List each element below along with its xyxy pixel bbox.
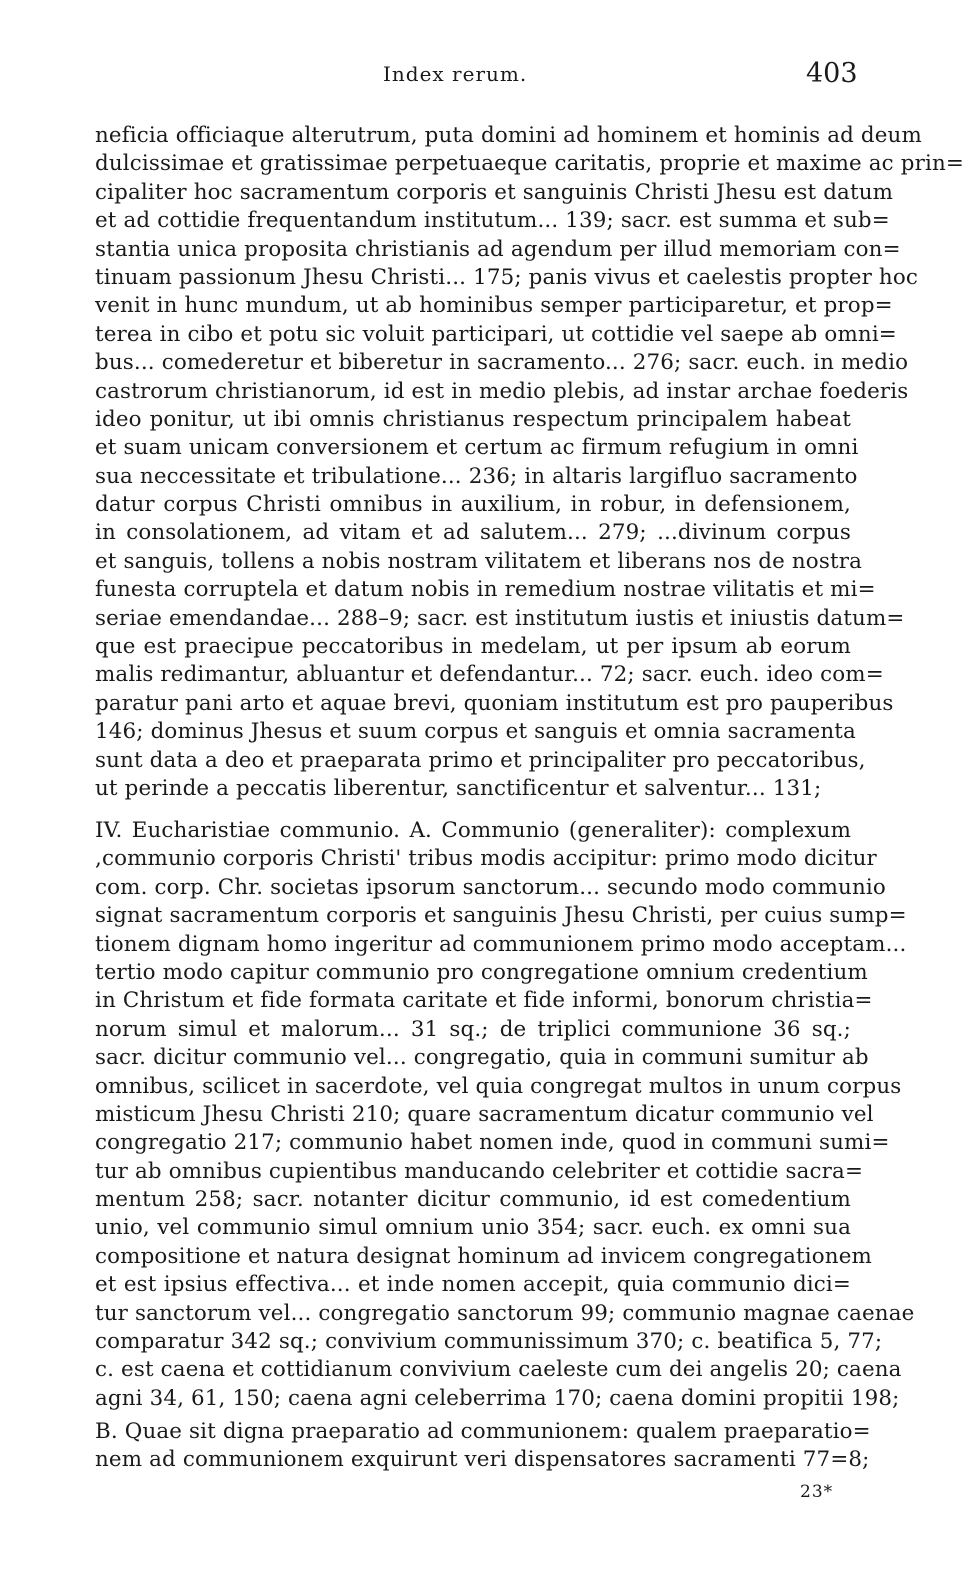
text-line: tertio modo capitur communio pro congregatione omnium credentium bbox=[95, 959, 868, 985]
text-line: nem ad communionem exquirunt veri dispensatores sacramenti 77=8; bbox=[95, 1447, 870, 1473]
text-line: et sanguis, tollens a nobis nostram vilitatem et liberans nos de nostra bbox=[95, 548, 862, 574]
text-line: norum simul et malorum... 31 sq.; de triplici communione 36 sq.; bbox=[95, 1016, 851, 1042]
text-line: signat sacramentum corporis et sanguinis Jhesu Christi, per cuius sump= bbox=[95, 903, 907, 929]
running-title: Index rerum. bbox=[383, 62, 528, 86]
text-line: tinuam passionum Jhesu Christi... 175; panis vivus et caelestis propter hoc bbox=[95, 264, 918, 290]
text-line: agni 34, 61, 150; caena agni celeberrima 170; caena domini propitii 198; bbox=[95, 1385, 900, 1411]
paragraph-communio bbox=[95, 817, 915, 1413]
text-line: neficia officiaque alterutrum, puta domini ad hominem et hominis ad deum bbox=[95, 123, 922, 148]
signature-mark: 23* bbox=[800, 1482, 834, 1502]
text-line: unio, vel communio simul omnium unio 354; sacr. euch. ex omni sua bbox=[95, 1215, 851, 1241]
text-line: tur ab omnibus cupientibus manducando celebriter et cottidie sacra= bbox=[95, 1158, 864, 1184]
text-line: congregatio 217; communio habet nomen inde, quod in communi sumi= bbox=[95, 1130, 890, 1156]
paragraph-eucharist-benefits bbox=[95, 122, 964, 803]
text-line: in Christum et fide formata caritate et fide informi, bonorum christia= bbox=[95, 988, 873, 1014]
text-line: stantia unica proposita christianis ad agendum per illud memoriam con= bbox=[95, 236, 901, 262]
text-line: tionem dignam homo ingeritur ad communionem primo modo acceptam... bbox=[95, 931, 907, 957]
text-line: malis redimantur, abluantur et defendantur... 72; sacr. euch. ideo com= bbox=[95, 662, 884, 688]
text-line: et ad cottidie frequentandum institutum... 139; sacr. est summa et sub= bbox=[95, 208, 890, 234]
page-header bbox=[0, 58, 960, 98]
text-line: bus... comederetur et biberetur in sacramento... 276; sacr. euch. in medio bbox=[95, 350, 909, 376]
text-line: terea in cibo et potu sic voluit participari, ut cottidie vel saepe ab omni= bbox=[95, 321, 897, 347]
text-line: funesta corruptela et datum nobis in remedium nostrae vilitatis et mi= bbox=[95, 577, 876, 603]
text-line: datur corpus Christi omnibus in auxilium, in robur, in defensionem, bbox=[95, 492, 851, 518]
text-line: sunt data a deo et praeparata primo et principaliter pro peccatoribus, bbox=[95, 747, 866, 773]
text-line: ideo ponitur, ut ibi omnis christianus respectum principalem habeat bbox=[95, 406, 851, 432]
text-line: et suam unicam conversionem et certum ac firmum refugium in omni bbox=[95, 435, 859, 461]
paragraph-praeparatio bbox=[95, 1418, 871, 1475]
text-line: venit in hunc mundum, ut ab hominibus semper participaretur, et prop= bbox=[95, 293, 893, 319]
text-line: que est praecipue peccatoribus in medelam, ut per ipsum ab eorum bbox=[95, 634, 851, 660]
text-line: sacr. dicitur communio vel... congregatio, quia in communi sumitur ab bbox=[95, 1045, 869, 1071]
text-line: ,communio corporis Christi' tribus modis accipitur: primo modo dicitur bbox=[95, 846, 877, 872]
text-line: omnibus, scilicet in sacerdote, vel quia congregat multos in unum corpus bbox=[95, 1073, 902, 1099]
text-line: comparatur 342 sq.; convivium communissimum 370; c. beatifica 5, 77; bbox=[95, 1329, 883, 1355]
text-line: ut perinde a peccatis liberentur, sanctificentur et salventur... 131; bbox=[95, 775, 822, 801]
text-line: misticum Jhesu Christi 210; quare sacramentum dicatur communio vel bbox=[95, 1101, 874, 1127]
text-line: castrorum christianorum, id est in medio plebis, ad instar archae foederis bbox=[95, 378, 909, 404]
text-line: dulcissimae et gratissimae perpetuaeque caritatis, proprie et maxime ac prin= bbox=[95, 151, 964, 177]
text-line: B. Quae sit digna praeparatio ad communionem: qualem praeparatio= bbox=[95, 1419, 871, 1444]
text-line: in consolationem, ad vitam et ad salutem... 279; ...divinum corpus bbox=[95, 520, 851, 546]
text-line: c. est caena et cottidianum convivium caeleste cum dei angelis 20; caena bbox=[95, 1357, 902, 1383]
text-line: seriae emendandae... 288–9; sacr. est institutum iustis et iniustis datum= bbox=[95, 605, 905, 631]
page-number: 403 bbox=[806, 58, 858, 89]
text-line: 146; dominus Jhesus et suum corpus et sanguis et omnia sacramenta bbox=[95, 719, 856, 745]
text-line: tur sanctorum vel... congregatio sanctorum 99; communio magnae caenae bbox=[95, 1300, 915, 1326]
text-line: paratur pani arto et aquae brevi, quoniam institutum est pro pauperibus bbox=[95, 690, 894, 716]
text-line: et est ipsius effectiva... et inde nomen accepit, quia communio dici= bbox=[95, 1272, 851, 1298]
text-line: compositione et natura designat hominum ad invicem congregationem bbox=[95, 1243, 872, 1269]
text-line: cipaliter hoc sacramentum corporis et sanguinis Christi Jhesu est datum bbox=[95, 179, 894, 205]
text-line: mentum 258; sacr. notanter dicitur communio, id est comedentium bbox=[95, 1187, 851, 1213]
text-line: IV. Eucharistiae communio. A. Communio (generaliter): complexum bbox=[95, 818, 851, 843]
text-line: sua neccessitate et tribulatione... 236; in altaris largifluo sacramento bbox=[95, 463, 858, 489]
text-line: com. corp. Chr. societas ipsorum sanctorum... secundo modo communio bbox=[95, 874, 886, 900]
